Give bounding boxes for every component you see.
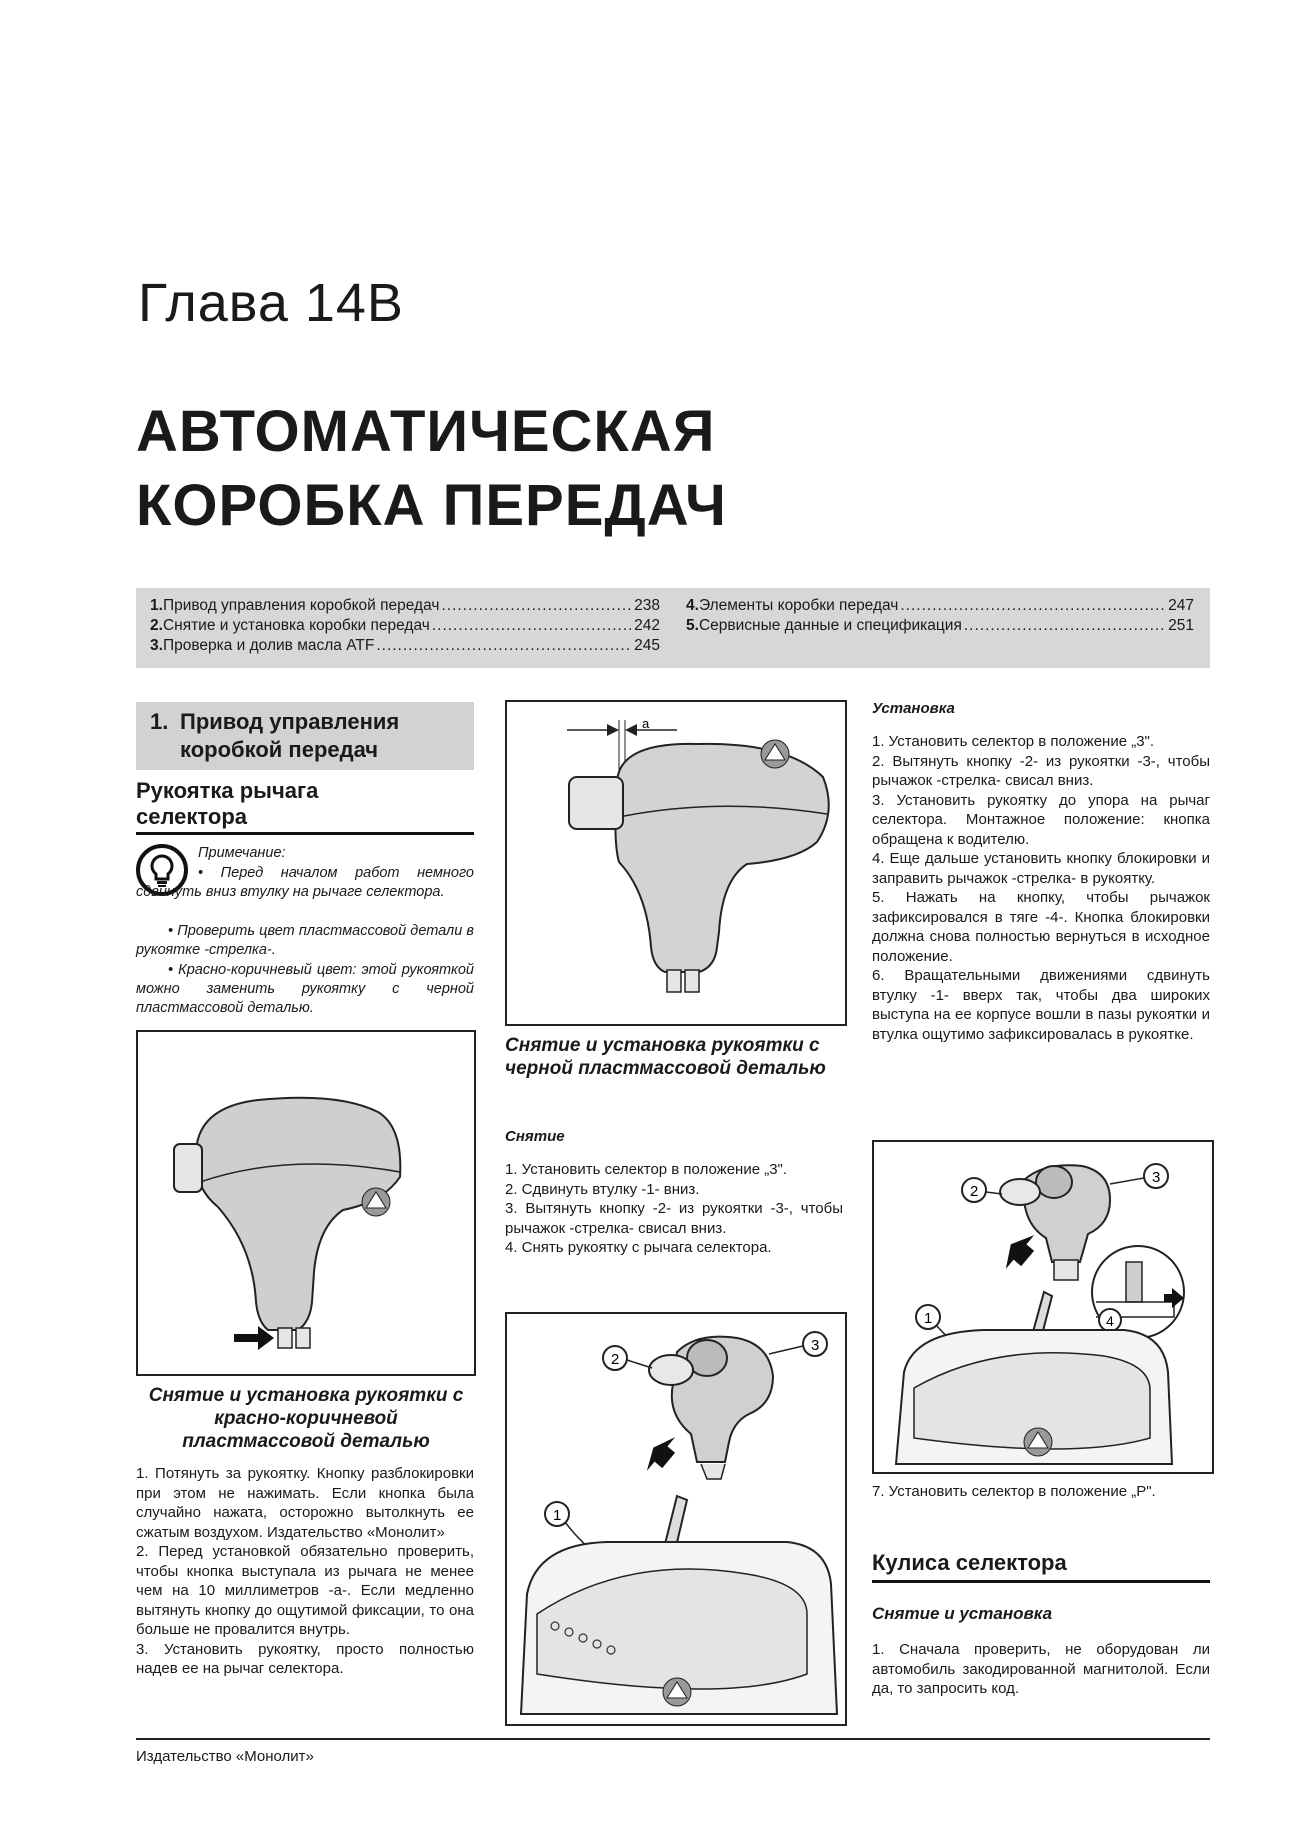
callout-4: 4 — [1106, 1313, 1114, 1329]
callout-1: 1 — [924, 1310, 933, 1327]
gate-heading: Кулиса селектора — [872, 1550, 1067, 1575]
callout-1: 1 — [553, 1507, 562, 1524]
callout-2: 2 — [611, 1351, 620, 1368]
callout-3: 3 — [811, 1337, 820, 1354]
removal-steps: 1. Установить селектор в положение „3". 2. Сдвинуть втулку -1- вниз. 3. Вытянуть кнопку -2- из рукоятки -3-, чтобы рычажок -стрелка- свисал вниз. 4. Снять рукоятку с рычага селектора. — [505, 1161, 843, 1256]
page-title — [136, 395, 727, 543]
toc-item[interactable]: 3. Проверка и долив масла ATF ..... 245 — [150, 636, 660, 656]
red-handle-steps: 1. Потянуть за рукоятку. Кнопку разблокировки при этом не нажимать. Если кнопка была случайно нажата, осторожно вытолкнуть ее сжатым воздухом. Издательство «Монолит» 2. Перед установкой обязательно проверить, чтобы кнопка выступала из рычага не менее чем на 10 миллиметров -а-. Если медленно вытянуть кнопку до ощутимой фиксации, то она больше не провалится внутрь. 3. Установить рукоятку, просто полностью надев ее на рычаг селектора. — [136, 1465, 474, 1677]
monolit-watermark-icon — [663, 1678, 691, 1706]
figure-lever-removal — [505, 1312, 847, 1726]
dimension-a-label: a — [642, 716, 650, 731]
chapter-label: Глава 14В — [138, 273, 404, 333]
monolit-watermark-icon — [1024, 1428, 1052, 1456]
title-line-1: АВТОМАТИЧЕСКАЯ — [136, 399, 716, 464]
subsection-heading: Рукоятка рычага селектора — [136, 778, 319, 829]
toc-item[interactable]: 5. Сервисные данные и спецификация ..... 251 — [686, 616, 1194, 636]
toc-item[interactable]: 4. Элементы коробки передач ..... 247 — [686, 596, 1194, 616]
figure-handle-black — [505, 700, 847, 1026]
toc-item[interactable]: 2. Снятие и установка коробки передач ..... 242 — [150, 616, 660, 636]
note-text: Примечание: — [198, 845, 286, 861]
note-body: • Перед началом работ немного сдвинуть вниз втулку на рычаге селектора. — [136, 865, 474, 900]
figure-handle-red — [136, 1030, 476, 1376]
install-steps: 1. Установить селектор в положение „3". 2. Вытянуть кнопку -2- из рукоятки -3-, чтобы рычажок -стрелка- свисал вниз. 3. Установить рукоятку до упора на рычаг селектора. Монтажное положение: кнопка обращена к водителю. 4. Еще дальше установить кнопку блокировки и заправить рычажок -стрелка- в рукоятку. 5. Нажать на кнопку, чтобы рычажок зафиксировался в тяге -4-. Кнопка блокировки должна снова полностью вернуться в исходное положение. 6. Вращательными движениями сдвинуть втулку -1- вверх так, чтобы два широких выступа на ее корпусе вошли в пазы рукоятки и втулка ощутимо зафиксировалась в рукоятке. — [872, 733, 1210, 1043]
footer-publisher: Издательство «Монолит» — [136, 1748, 314, 1765]
section-heading: 1. Привод управления коробкой передач — [136, 702, 474, 770]
callout-3: 3 — [1152, 1169, 1161, 1186]
table-of-contents — [136, 588, 1210, 668]
removal-heading: Снятие — [505, 1128, 565, 1145]
caption-black-handle: Снятие и установка рукоятки с черной пластмассовой деталью — [505, 1035, 826, 1079]
heading-rule — [872, 1580, 1210, 1583]
gate-steps: 1. Сначала проверить, не оборудован ли автомобиль закодированной магнитолой. Если да, то запросить код. — [872, 1641, 1210, 1697]
monolit-watermark-icon — [362, 1188, 390, 1216]
install-heading: Установка — [872, 700, 955, 717]
footer-rule — [136, 1738, 1210, 1740]
title-line-2: КОРОБКА ПЕРЕДАЧ — [136, 473, 727, 538]
note-body-3: • Красно-коричневый цвет: этой рукояткой можно заменить рукоятку с черной пластмассовой деталью. — [136, 962, 474, 1016]
monolit-watermark-icon — [761, 740, 789, 768]
heading-rule — [136, 832, 474, 835]
toc-item[interactable]: 1. Привод управления коробкой передач ..... 238 — [150, 596, 660, 616]
note-body-2: • Проверить цвет пластмассовой детали в рукоятке -стрелка-. — [136, 923, 474, 958]
figure-lever-install — [872, 1140, 1214, 1474]
callout-2: 2 — [970, 1183, 979, 1200]
install-step-7: 7. Установить селектор в положение „P". — [872, 1483, 1156, 1500]
gate-subheading: Снятие и установка — [872, 1604, 1053, 1623]
caption-red-handle: Снятие и установка рукоятки с красно-коричневой пластмассовой деталью — [148, 1385, 464, 1452]
